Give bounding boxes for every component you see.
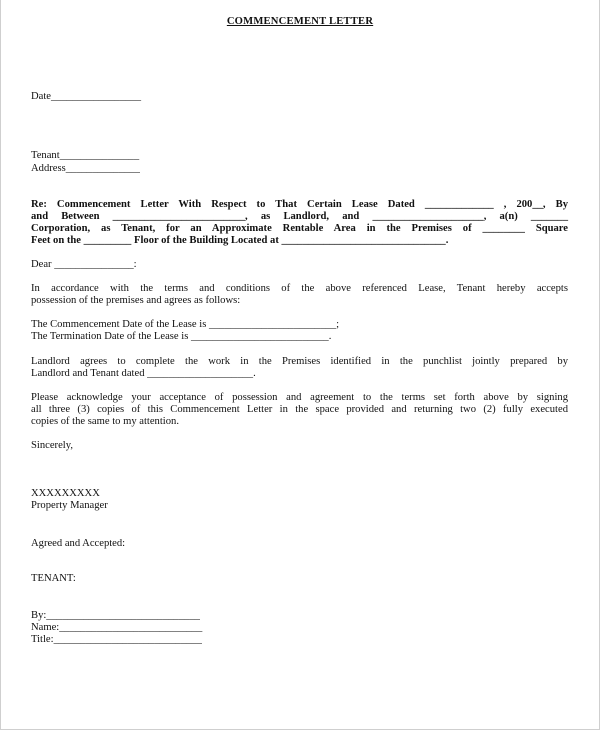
- re-line-2: and Between _________________________, as Landlord, and _____________________, a(n) _______: [31, 211, 568, 222]
- date-line: Date_________________: [31, 91, 142, 102]
- re-line-3: Corporation, as Tenant, for an Approximate Rentable Area in the Premises of ________ Square: [31, 223, 568, 234]
- name-line: Name:___________________________: [31, 622, 203, 633]
- para2-line-2: Landlord and Tenant dated ____________________.: [31, 368, 256, 379]
- termination-date-line: The Termination Date of the Lease is __________________________.: [31, 331, 332, 342]
- document-title: COMMENCEMENT LETTER: [226, 16, 374, 27]
- signer-name: XXXXXXXXX: [31, 488, 100, 499]
- page-border-left: [0, 0, 1, 730]
- commencement-date-line: The Commencement Date of the Lease is ________________________;: [31, 319, 340, 330]
- tenant-line: Tenant_______________: [31, 150, 140, 161]
- title-line: Title:____________________________: [31, 634, 202, 645]
- para3-line-1: Please acknowledge your acceptance of possession and agreement to the terms set forth above by signing: [31, 392, 568, 403]
- by-line: By:_____________________________: [31, 610, 200, 621]
- para3-line-2: all three (3) copies of this Commencement Letter in the space provided and returning two (2) fully executed: [31, 404, 568, 415]
- signer-title: Property Manager: [31, 500, 108, 511]
- re-line-1: Re: Commencement Letter With Respect to That Certain Lease Dated _____________ , 200__, By: [31, 199, 568, 210]
- para1-line-1: In accordance with the terms and conditions of the above referenced Lease, Tenant hereby accepts: [31, 283, 568, 294]
- tenant-label: TENANT:: [31, 573, 76, 584]
- para2-line-1: Landlord agrees to complete the work in the Premises identified in the punchlist jointly prepared by: [31, 356, 568, 367]
- re-line-4: Feet on the _________ Floor of the Building Located at _______________________________.: [31, 235, 449, 246]
- closing: Sincerely,: [31, 440, 73, 451]
- para1-line-2: possession of the premises and agrees as follows:: [31, 295, 241, 306]
- agreed-accepted: Agreed and Accepted:: [31, 538, 126, 549]
- address-line: Address______________: [31, 163, 140, 174]
- salutation: Dear _______________:: [31, 259, 137, 270]
- para3-line-3: copies of the same to my attention.: [31, 416, 179, 427]
